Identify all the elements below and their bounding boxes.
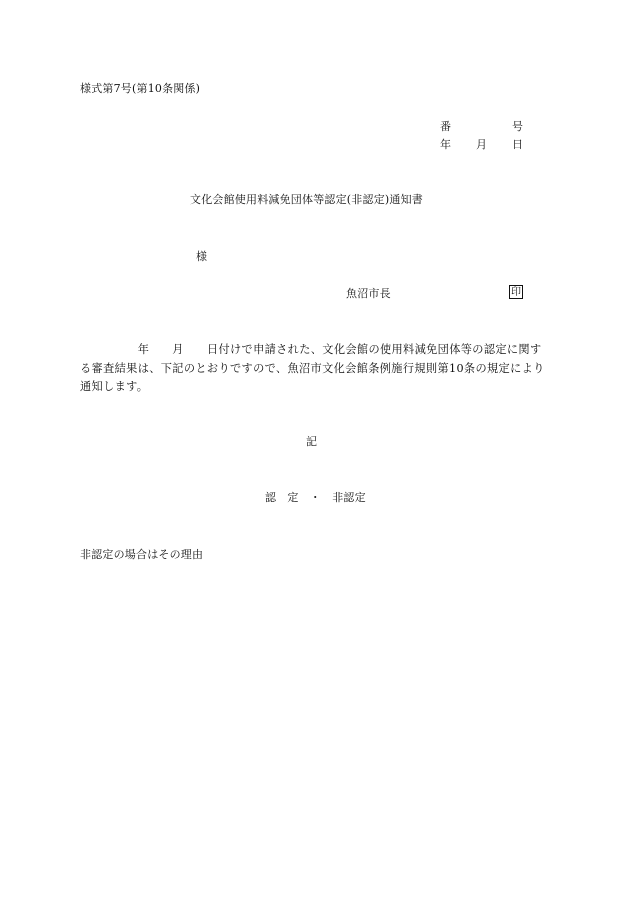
body-text-line-2: る審査結果は、下記のとおりですので、魚沼市文化会館条例施行規則第10条の規定により <box>80 362 545 375</box>
date-day-label: 日 <box>512 138 524 151</box>
form-number: 様式第7号(第10条関係) <box>80 82 201 95</box>
document-title: 文化会館使用料減免団体等認定(非認定)通知書 <box>190 193 423 206</box>
sender-name: 魚沼市長 <box>346 287 391 300</box>
decision-options: 認 定 ・ 非認定 <box>265 491 366 504</box>
reference-number-label: 番 <box>440 120 452 133</box>
seal-mark: 印 <box>511 287 521 298</box>
date-month-label: 月 <box>476 138 488 151</box>
addressee-honorific: 様 <box>196 250 208 263</box>
reference-number-suffix: 号 <box>512 120 524 133</box>
body-text-line-3: 通知します。 <box>80 380 149 393</box>
ki-heading: 記 <box>306 435 318 448</box>
date-year-label: 年 <box>440 138 452 151</box>
reason-label: 非認定の場合はその理由 <box>80 548 204 561</box>
body-text-line-1: 年 月 日付けで申請された、文化会館の使用料減免団体等の認定に関す <box>80 343 542 356</box>
